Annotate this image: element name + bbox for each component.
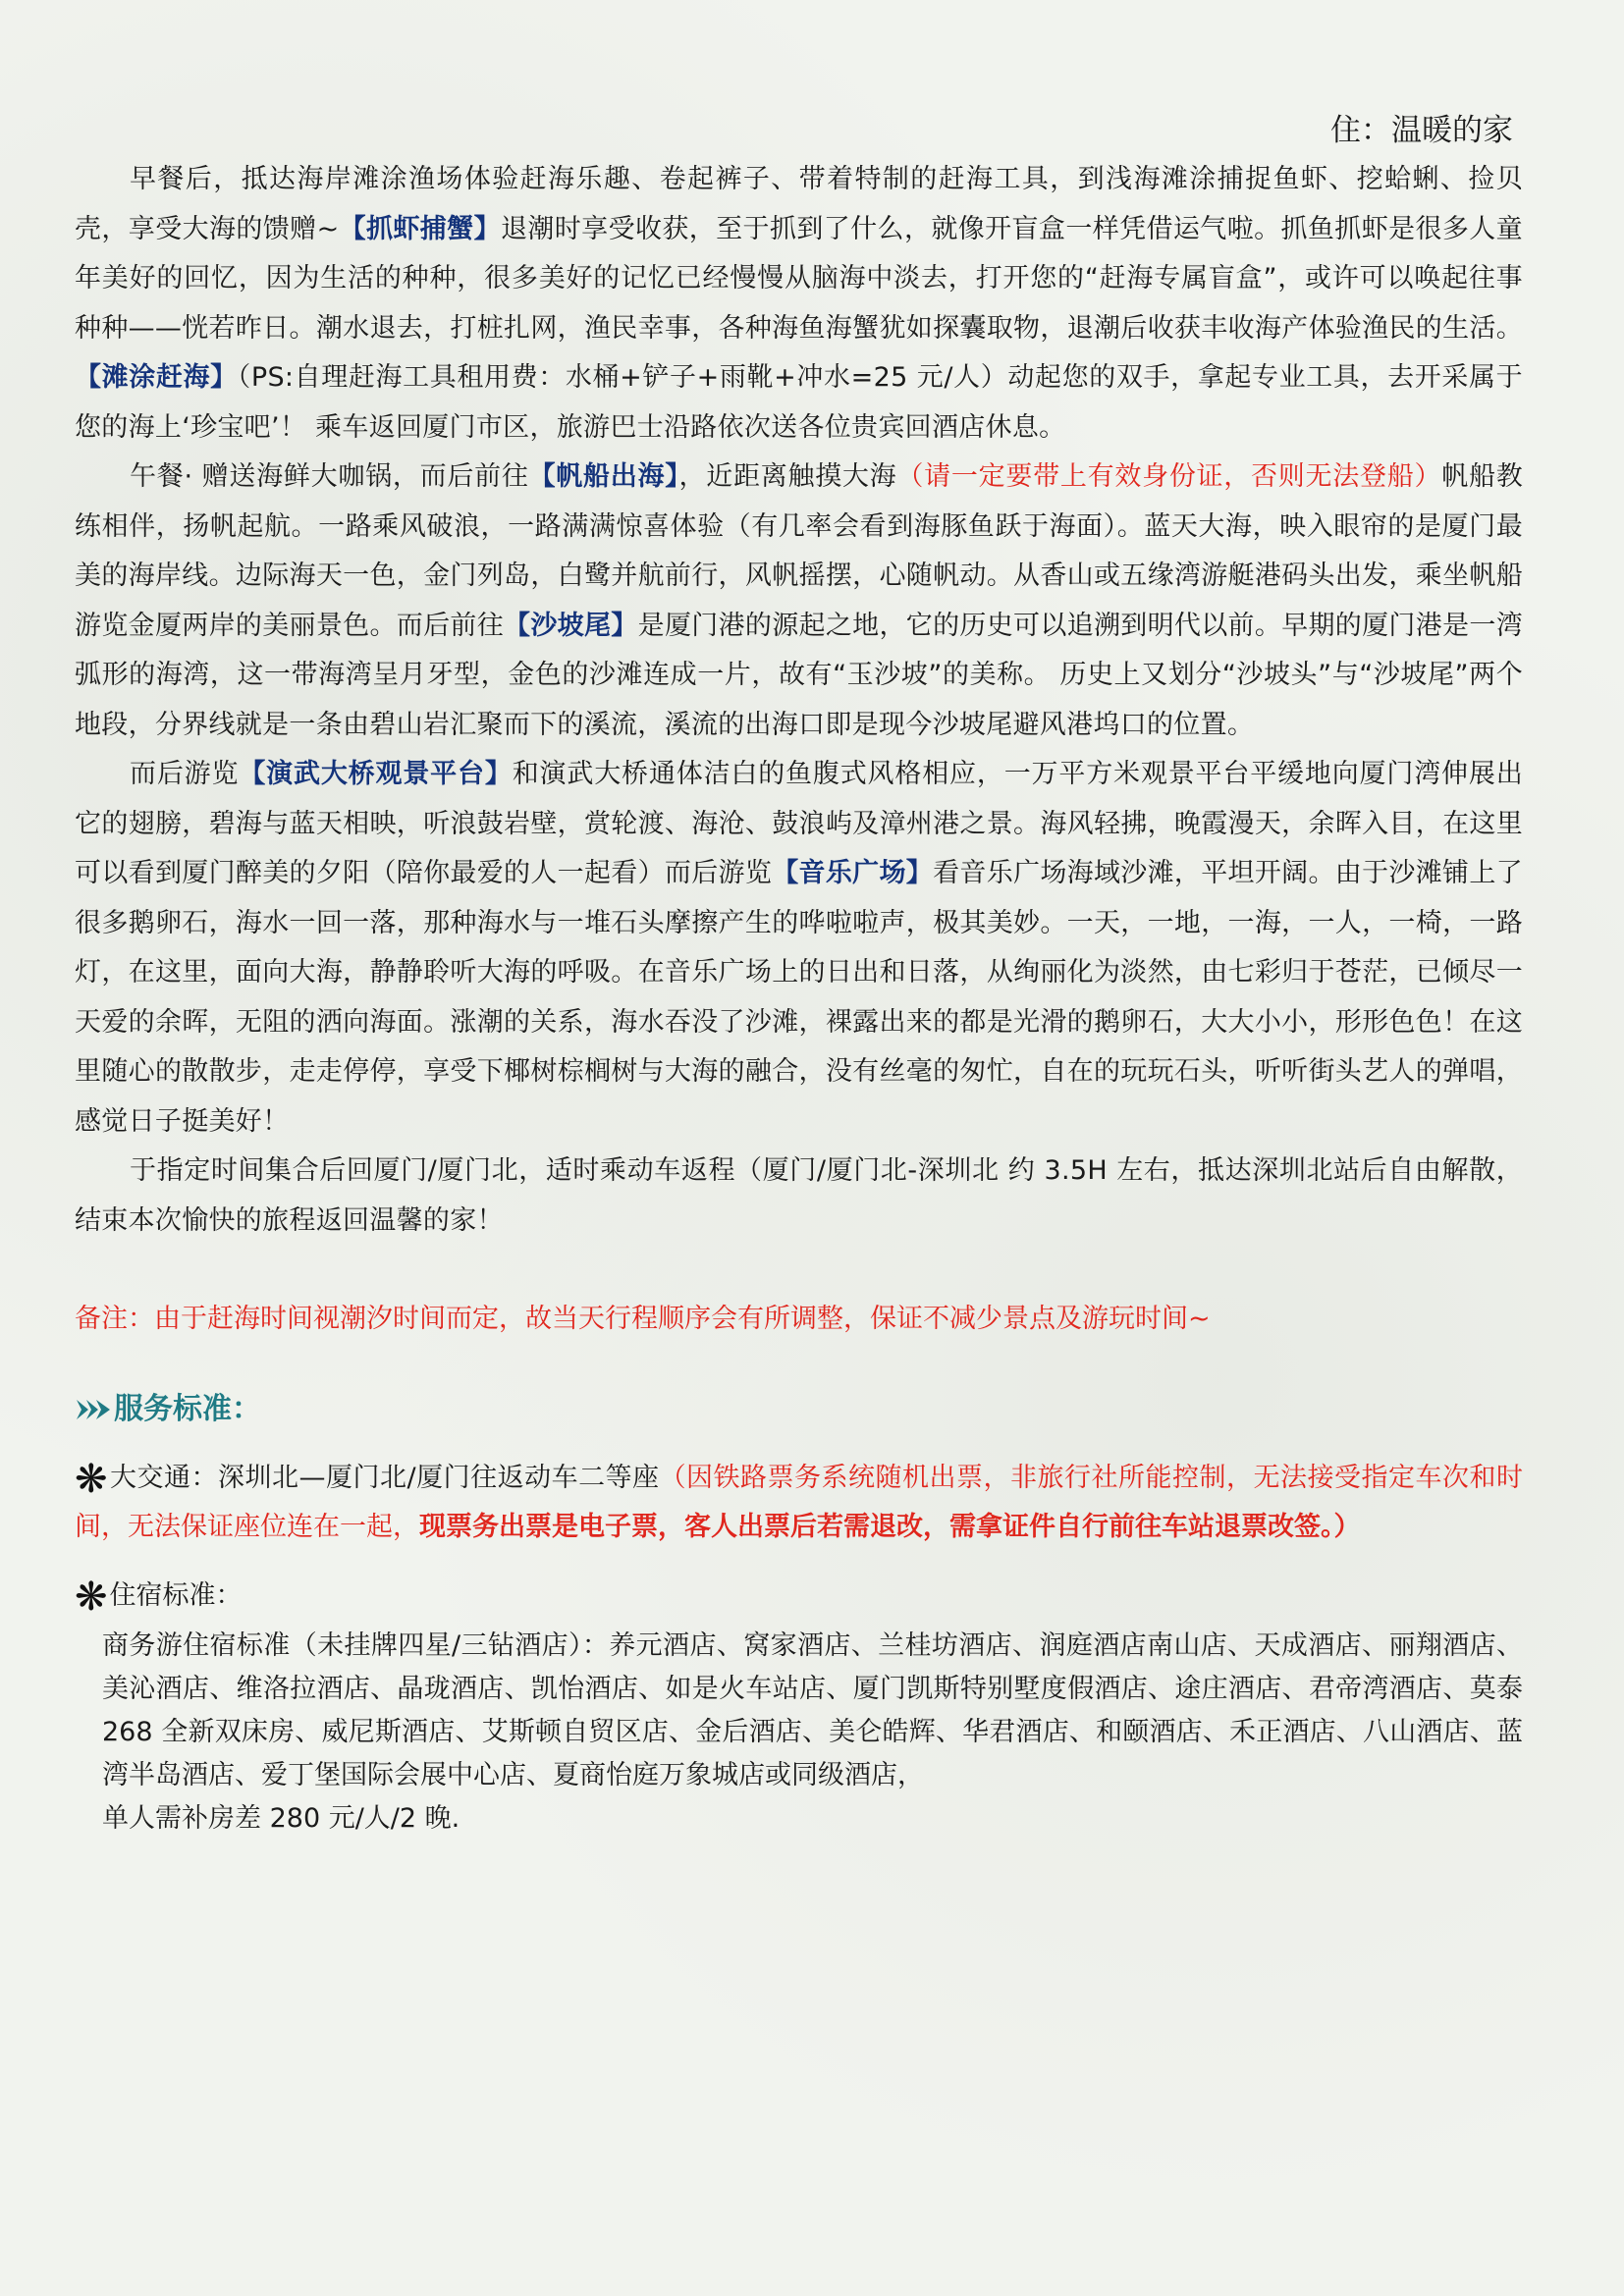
section-title-text: 服务标准： — [114, 1392, 261, 1426]
paragraph-sailing — [75, 453, 1523, 750]
transport-label: 大交通：深圳北—厦门北/厦门往返动车二等座 — [109, 1463, 660, 1493]
transport-refund-note: 现票务出票是电子票，客人出票后若需退改，需拿证件自行前往车站退票改签。） — [419, 1512, 1361, 1542]
paragraph-return: 于指定时间集合后回厦门/厦门北，适时乘动车返程（厦门/厦门北-深圳北 约 3.5H 左右，抵达深圳北站后自由解散，结束本次愉快的旅程返回温馨的家！ — [75, 1155, 1523, 1236]
text: ，近距离触摸大海 — [678, 461, 897, 492]
highlight-tidal-flat: 【滩涂赶海】 — [75, 362, 238, 393]
text: （PS:自理赶海工具租用费：水桶+铲子+雨靴+冲水=25 元/人）动起您的双手，拿起专业工具，去开采属于您的海上‘珍宝吧’！ 乘车返回厦门市区，旅游巴士沿路依次送各位贵宾回酒店休息。 — [75, 362, 1523, 443]
lodging-label: 住宿标准： — [109, 1580, 243, 1611]
transport-note: （因铁路票务系统随机出票，非旅行社所能控制，无法接受指定车次和时间，无法保证座位连在一起， — [75, 1463, 1523, 1542]
highlight-shapowei: 【沙坡尾】 — [504, 610, 638, 641]
text: 看音乐广场海域沙滩，平坦开阔。由于沙滩铺上了很多鹅卵石，海水一回一落，那种海水与一堆石头摩擦产生的哗啦啦声，极其美妙。一天，一地，一海，一人，一椅，一路灯，在这里，面向大海，静静聆听大海的呼吸。在音乐广场上的日出和日落，从绚丽化为淡然，由七彩归于苍茫，已倾尽一天爱的余晖，无阻的洒向海面。涨潮的关系，海水吞没了沙滩，裸露出来的都是光滑的鹅卵石，大大小小，形形色色！在这里随心的散散步，走走停停，享受下椰树棕榈树与大海的融合，没有丝毫的匆忙，自在的玩玩石头，听听街头艺人的弹唱，感觉日子挺美好！ — [75, 858, 1523, 1137]
highlight-yanwu-bridge: 【演武大桥观景平台】 — [239, 759, 513, 789]
paragraph-bridge-music-square — [75, 750, 1523, 1147]
text: 早餐后，抵达海岸滩涂渔场体验赶海乐趣、卷起裤子、带着特制的赶海工具，到浅海滩涂捕捉鱼虾、挖蛤蜊、捡贝壳，享受大海的馈赠~ — [75, 164, 1523, 244]
highlight-music-square: 【音乐广场】 — [772, 858, 934, 888]
text: 是厦门港的源起之地，它的历史可以追溯到明代以前。早期的厦门港是一湾弧形的海湾，这一带海湾呈月牙型，金色的沙滩连成一片，故有“玉沙坡”的美称。 历史上又划分“沙坡头”与“沙坡尾”两个地段，分界线就是一条由碧山岩汇聚而下的溪流，溪流的出海口即是现今沙坡尾避风港坞口的位置。 — [75, 610, 1523, 740]
id-warning: （请一定要带上有效身份证，否则无法登船） — [896, 461, 1442, 492]
text: 和演武大桥通体洁白的鱼腹式风格相应，一万平方米观景平台平缓地向厦门湾伸展出它的翅膀，碧海与蓝天相映，听浪鼓岩壁，赏轮渡、海沧、鼓浪屿及漳州港之景。海风轻拂，晚霞漫天，余晖入目，在这里可以看到厦门醉美的夕阳（陪你最爱的人一起看）而后游览 — [75, 759, 1524, 888]
hotel-list-text: 商务游住宿标准（未挂牌四星/三钻酒店）：养元酒店、窝家酒店、兰桂坊酒店、润庭酒店南山店、天成酒店、丽翔酒店、美沁酒店、维洛拉酒店、晶珑酒店、凯怡酒店、如是火车站店、厦门凯斯特别墅度假酒店、途庄酒店、君帝湾酒店、莫泰 268 全新双床房、威尼斯酒店、艾斯顿自贸区店、金后酒店、美仑皓辉、华君酒店、和颐酒店、禾正酒店、八山酒店、蓝湾半岛酒店、爱丁堡国际会展中心店、夏商怡庭万象城店或同级酒店， — [102, 1630, 1523, 1790]
paragraph-sea-harvest — [75, 155, 1523, 453]
highlight-shrimp-crab: 【抓虾捕蟹】 — [339, 213, 501, 244]
transport-item — [75, 1454, 1523, 1552]
text: 而后游览 — [130, 759, 240, 789]
service-standard-title — [75, 1385, 1523, 1434]
text: 午餐· 赠送海鲜大咖锅，而后前往 — [130, 461, 529, 492]
text: 退潮时享受收获，至于抓到了什么，就像开盲盒一样凭借运气啦。抓鱼抓虾是很多人童年美好的回忆，因为生活的种种，很多美好的记忆已经慢慢从脑海中淡去，打开您的“赶海专属盲盒”，或许可以唤起往事种种——恍若昨日。潮水退去，打桩扎网，渔民幸事，各种海鱼海蟹犹如探囊取物，退潮后收获丰收海产体验渔民的生活。 — [75, 213, 1523, 344]
arrow-right-icon — [75, 1395, 112, 1424]
text: 帆船教练相伴，扬帆起航。一路乘风破浪，一路满满惊喜体验（有几率会看到海豚鱼跃于海面）。蓝天大海，映入眼帘的是厦门最美的海岸线。边际海天一色，金门列岛，白鹭并航前行，风帆摇摆，心随帆动。从香山或五缘湾游艇港码头出发，乘坐帆船游览金厦两岸的美丽景色。而后前往 — [75, 461, 1523, 641]
highlight-sailing: 【帆船出海】 — [528, 461, 679, 492]
asterisk-icon: ❋ — [75, 1457, 108, 1502]
document-page — [75, 106, 1523, 1841]
single-room-supplement: 单人需补房差 280 元/人/2 晚. — [102, 1803, 460, 1834]
hotel-list — [75, 1625, 1523, 1841]
asterisk-icon: ❋ — [75, 1575, 108, 1620]
lodging-header: 住：温暖的家 — [1330, 113, 1513, 148]
lodging-item — [75, 1572, 1523, 1621]
remark-note: 备注：由于赶海时间视潮汐时间而定，故当天行程顺序会有所调整，保证不减少景点及游玩时间~ — [75, 1304, 1211, 1334]
